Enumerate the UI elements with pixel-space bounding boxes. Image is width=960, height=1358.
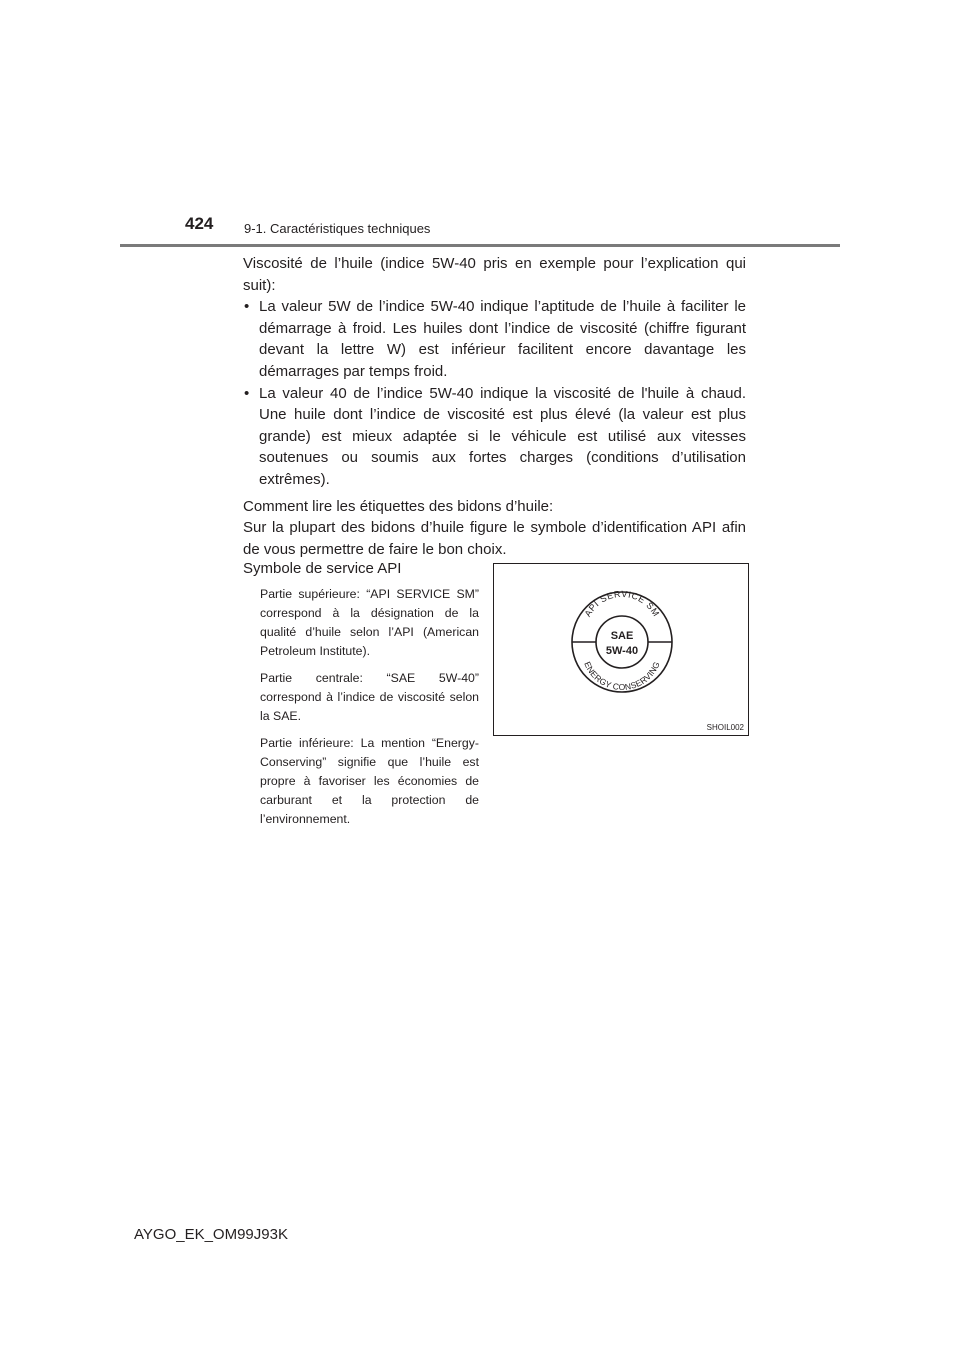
labels-text: Sur la plupart des bidons d’huile figure le symbole d’identification API afin de vous permettre de faire le bon choix.: [243, 519, 746, 558]
figure-id: SHOIL002: [706, 723, 744, 732]
labels-heading: Comment lire les étiquettes des bidons d’huile:: [243, 497, 554, 515]
symbol-inner-ring: [596, 616, 648, 668]
symbol-sae-text: SAE: [610, 630, 634, 642]
main-text: [243, 253, 746, 560]
bullet-marker: •: [244, 298, 250, 316]
api-symbol-figure: [493, 563, 749, 736]
bullet-item: [243, 383, 746, 491]
caption-note-top: Partie supérieure: “API SERVICE SM” correspond à la désignation de la qualité d’huile selon l’API (American Petroleum Institute).: [260, 587, 479, 658]
bullet-text: La valeur 5W de l’indice 5W-40 indique l’aptitude de l’huile à faciliter le démarrage à froid. Les huiles dont l’indice de viscosité (chiffre figurant devant la lettre W) est inférieur facilitent encore davantage les démarrages par temps froid.: [259, 298, 746, 380]
bullet-item: [243, 296, 746, 382]
bullet-text: La valeur 40 de l’indice 5W-40 indique la viscosité de l'huile à chaud. Une huile dont l’indice de viscosité est plus élevé (la valeur est plus grande) est mieux adaptée si le véhicule est utilisé aux vitesses soutenues ou soumis aux fortes charges (conditions d’utilisation extrêmes).: [259, 384, 746, 488]
section-title: 9-1. Caractéristiques techniques: [244, 221, 431, 236]
symbol-bottom-text: ENERGY CONSERVING: [582, 659, 662, 692]
bullet-marker: •: [244, 384, 250, 402]
caption-title: Symbole de service API: [243, 560, 402, 577]
api-service-symbol: [494, 564, 748, 735]
symbol-grade-text: 5W-40: [605, 645, 639, 657]
caption-note-bottom: Partie inférieure: La mention “Energy-Conserving” signifie que l’huile est propre à favoriser les économies de carburant et la protection de l’environnement.: [260, 736, 479, 826]
header-divider: [120, 244, 840, 247]
footer-document-code: AYGO_EK_OM99J93K: [134, 1226, 288, 1243]
figure-caption: [243, 559, 479, 837]
page-number: 424: [185, 214, 214, 233]
viscosity-intro: Viscosité de l’huile (indice 5W-40 pris en exemple pour l’explication qui suit):: [243, 255, 746, 294]
caption-note-center: Partie centrale: “SAE 5W-40” correspond à l’indice de viscosité selon la SAE.: [260, 671, 479, 723]
viscosity-bullet-list: [243, 296, 746, 490]
symbol-top-text: API SERVICE SM: [582, 588, 662, 619]
